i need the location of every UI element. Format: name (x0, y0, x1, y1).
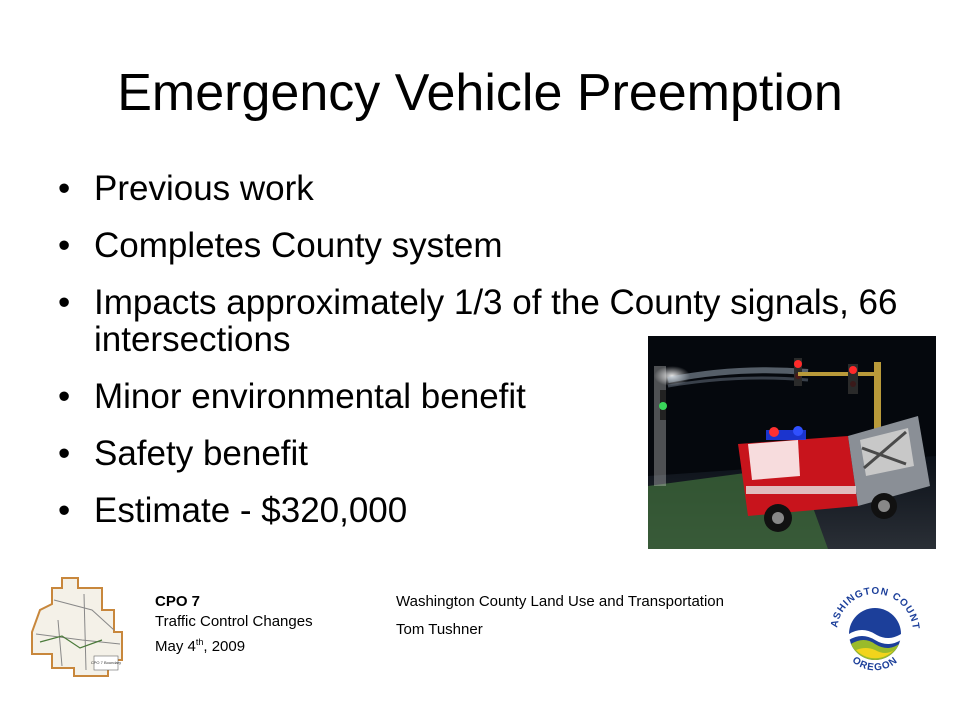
svg-text:OREGON: OREGON (850, 654, 901, 674)
bullet-dot: • (58, 169, 71, 208)
footer-date (155, 632, 313, 657)
bullet-dot: • (58, 226, 71, 265)
footer-date-suffix: , 2009 (203, 638, 246, 655)
footer-cpo-label: CPO 7 (155, 593, 201, 610)
footer-presenter: Tom Tushner (396, 621, 483, 638)
bullet-dot: • (58, 434, 71, 473)
bullet-text: Previous work (94, 169, 314, 208)
bullet-text: Estimate - $320,000 (94, 491, 408, 530)
washington-county-logo (820, 574, 930, 684)
footer-left-block (155, 592, 313, 657)
footer-org: Washington County Land Use and Transportation (396, 593, 724, 610)
bullet-text: Minor environmental benefit (94, 377, 526, 416)
cpo7-boundary-map (22, 570, 148, 686)
map-illustration (22, 570, 148, 686)
footer-middle-block (396, 592, 724, 640)
bullet-dot: • (58, 377, 71, 416)
county-seal-icon (820, 574, 930, 684)
bullet-dot: • (58, 491, 71, 530)
footer-date-sup: th (195, 637, 204, 647)
bullet-item (58, 170, 918, 207)
bullet-text: Impacts approximately 1/3 of the County signals, 66 intersections (94, 283, 898, 359)
bullet-text: Completes County system (94, 226, 503, 265)
map-caption: CPO 7 Boundary (90, 660, 122, 665)
bullet-text: Safety benefit (94, 434, 309, 473)
fire-truck-illustration (648, 336, 936, 549)
footer-date-prefix: May 4 (155, 638, 196, 655)
bullet-item (58, 227, 918, 264)
footer-subtitle: Traffic Control Changes (155, 613, 313, 630)
fire-truck-preemption-image (648, 336, 936, 549)
svg-text:WASHINGTON COUNTY: ASHINGTON COUNT (829, 585, 922, 631)
bullet-dot: • (58, 283, 71, 322)
slide-title: Emergency Vehicle Preemption (117, 64, 843, 122)
